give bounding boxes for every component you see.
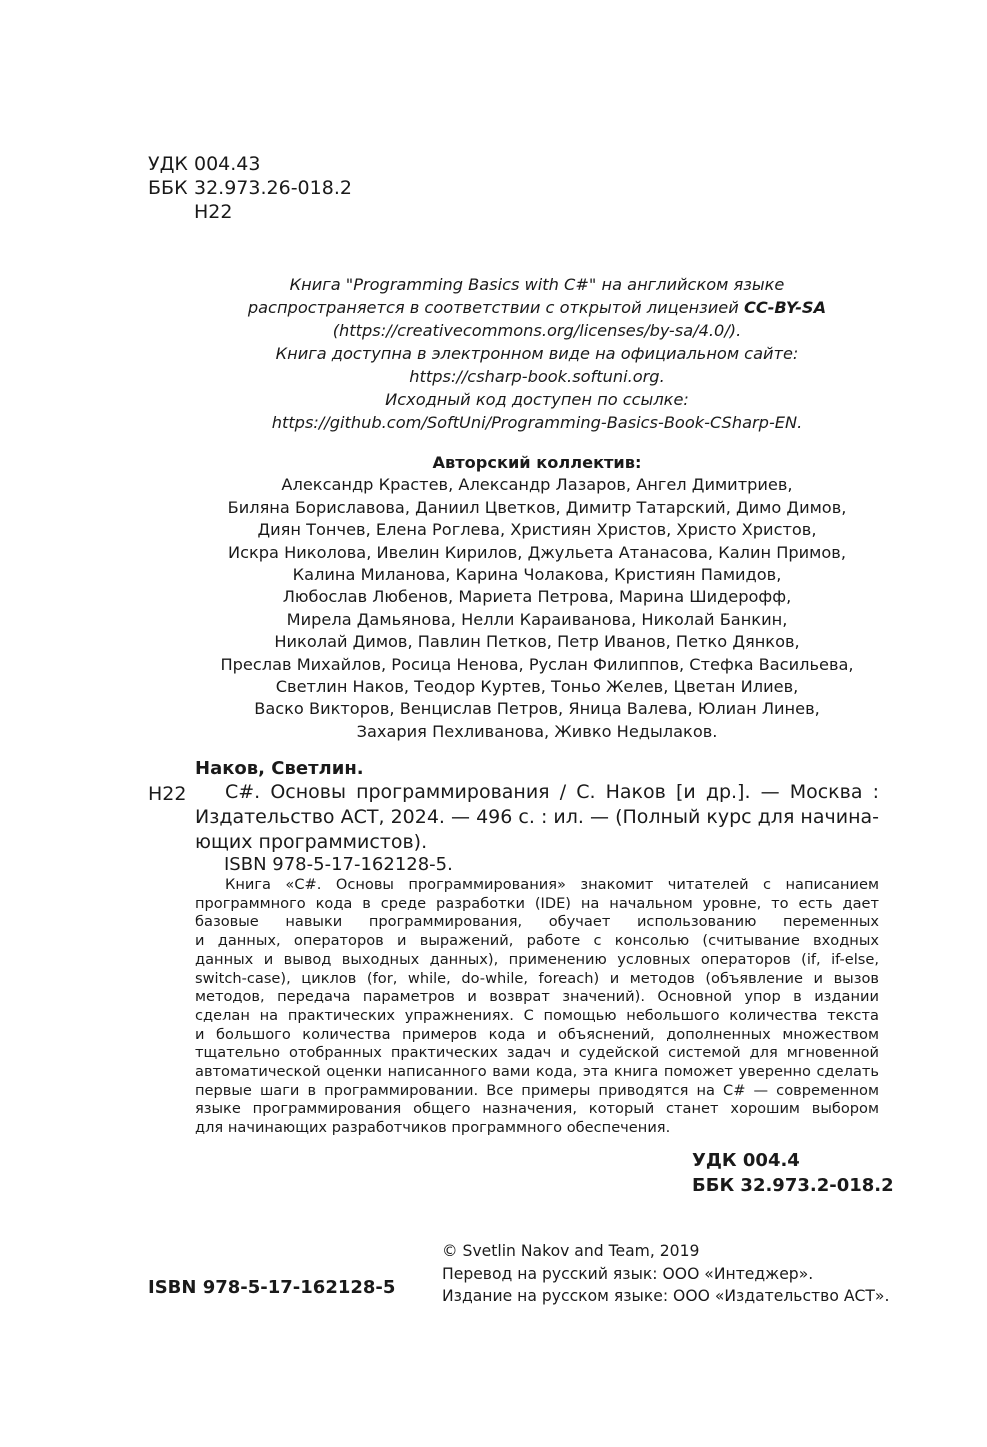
authors-line: Александр Крастев, Александр Лазаров, Ангел Димитриев, — [281, 475, 793, 495]
card-code: Н22 — [148, 783, 187, 805]
authors-line: Мирела Дамьянова, Нелли Караиванова, Николай Банкин, — [286, 609, 788, 629]
authors-line: Преслав Михайлов, Росица Ненова, Руслан Филиппов, Стефка Васильева, — [220, 654, 854, 674]
authors-line: Любослав Любенов, Мариета Петрова, Марина Шидерофф, — [282, 587, 792, 607]
classification-block — [148, 152, 352, 224]
license-url: (https://creativecommons.org/licenses/by-sa/4.0/). — [332, 321, 742, 340]
footer-classification — [692, 1148, 894, 1198]
card-description — [195, 780, 879, 855]
card-author: Наков, Светлин. — [195, 758, 364, 779]
annotation-line: данных и вывод выходных данных), применению условных операторов (if, if-else, — [195, 950, 879, 968]
annotation-line: для начинающих разработчиков программного обеспечения. — [195, 1119, 671, 1137]
footer-isbn: ISBN 978-5-17-162128-5 — [148, 1277, 396, 1298]
authors-line: Светлин Наков, Теодор Куртев, Тоньо Желев, Цветан Илиев, — [275, 677, 799, 697]
translation-line: Перевод на русский язык: ООО «Интеджер». — [442, 1264, 814, 1283]
authors-line: Захария Пехливанова, Живко Недылаков. — [356, 721, 718, 741]
author-code: Н22 — [194, 201, 233, 223]
annotation — [195, 876, 879, 1138]
udk-label: УДК — [148, 153, 188, 175]
annotation-line: языке программирования общего назначения, который станет хорошим выбором — [195, 1100, 879, 1118]
footer-udk: УДК 004.4 — [692, 1150, 800, 1171]
annotation-line: Книга «C#. Основы программирования» знакомит читателей с написанием — [225, 876, 879, 893]
annotation-line: автоматической оценки написанного вами кода, эта книга поможет уверенно сделать — [195, 1063, 879, 1081]
source-code-url: https://github.com/SoftUni/Programming-Basics-Book-CSharp-EN. — [271, 413, 803, 432]
license-name: CC-BY-SA — [743, 298, 827, 317]
bbk-value: 32.973.26-018.2 — [194, 177, 352, 199]
authors-line: Николай Димов, Павлин Петков, Петр Иванов, Петко Дянков, — [274, 632, 800, 652]
official-site-url: https://csharp-book.softuni.org. — [409, 367, 665, 386]
copyright-block — [442, 1240, 889, 1308]
annotation-line: первые шаги в программировании. Все примеры приводятся на C# — современном — [195, 1081, 879, 1099]
annotation-line: и большого количества примеров кода и объяснений, дополненных множеством — [195, 1025, 879, 1043]
annotation-line: базовые навыки программирования, обучает использованию переменных — [195, 913, 879, 931]
authors-line: Васко Викторов, Венцислав Петров, Яница Валева, Юлиан Линев, — [254, 699, 820, 719]
authors-line: Диян Тончев, Елена Роглева, Християн Христов, Христо Христов, — [257, 520, 817, 540]
authors-line: Искра Николова, Ивелин Кирилов, Джульета Атанасова, Калин Примов, — [227, 542, 846, 562]
authors-block — [195, 452, 879, 743]
annotation-line: программного кода в среде разработки (IDE) на начальном уровне, то есть дает — [195, 894, 879, 912]
bbk-label: ББК — [148, 177, 188, 199]
authors-line: Биляна Бориславова, Даниил Цветков, Димитр Татарский, Димо Димов, — [227, 497, 847, 517]
annotation-line: и данных, операторов и выражений, работе с консолью (считывание входных — [195, 932, 879, 950]
card-desc-line: ющих программистов). — [195, 831, 428, 853]
annotation-line: тщательно отобранных практических задач и судейской системой для мгновенной — [195, 1044, 879, 1062]
udk-value: 004.43 — [194, 153, 261, 175]
annotation-line: методов, передача параметров и возврат значений). Основной упор в издании — [195, 988, 879, 1006]
copyright-line: © Svetlin Nakov and Team, 2019 — [442, 1242, 700, 1260]
footer-bbk: ББК 32.973.2-018.2 — [692, 1175, 894, 1196]
authors-line: Калина Миланова, Карина Чолакова, Кристиян Памидов, — [292, 565, 782, 585]
license-block — [195, 273, 879, 434]
license-line: Книга доступна в электронном виде на официальном сайте: — [275, 344, 799, 363]
card-desc-line: С#. Основы программирования / С. Наков [и др.]. — Москва : — [225, 781, 879, 803]
publisher-line: Издание на русском языке: ООО «Издательство АСТ». — [442, 1287, 890, 1305]
card-desc-line: Издательство АСТ, 2024. — 496 с. : ил. — (Полный курс для начина- — [195, 806, 879, 828]
card-isbn: ISBN 978-5-17-162128-5. — [224, 854, 453, 875]
license-line: распространяется в соответствии с открытой лицензией CC-BY-SA — [247, 298, 827, 317]
authors-heading: Авторский коллектив: — [432, 453, 642, 472]
annotation-line: switch-case), циклов (for, while, do-while, foreach) и методов (объявление и вызов — [195, 969, 879, 987]
annotation-line: сделан на практических упражнениях. С помощью небольшого количества текста — [195, 1006, 879, 1024]
license-line: Исходный код доступен по ссылке: — [385, 390, 689, 409]
license-line: Книга "Programming Basics with C#" на английском языке — [289, 275, 785, 294]
